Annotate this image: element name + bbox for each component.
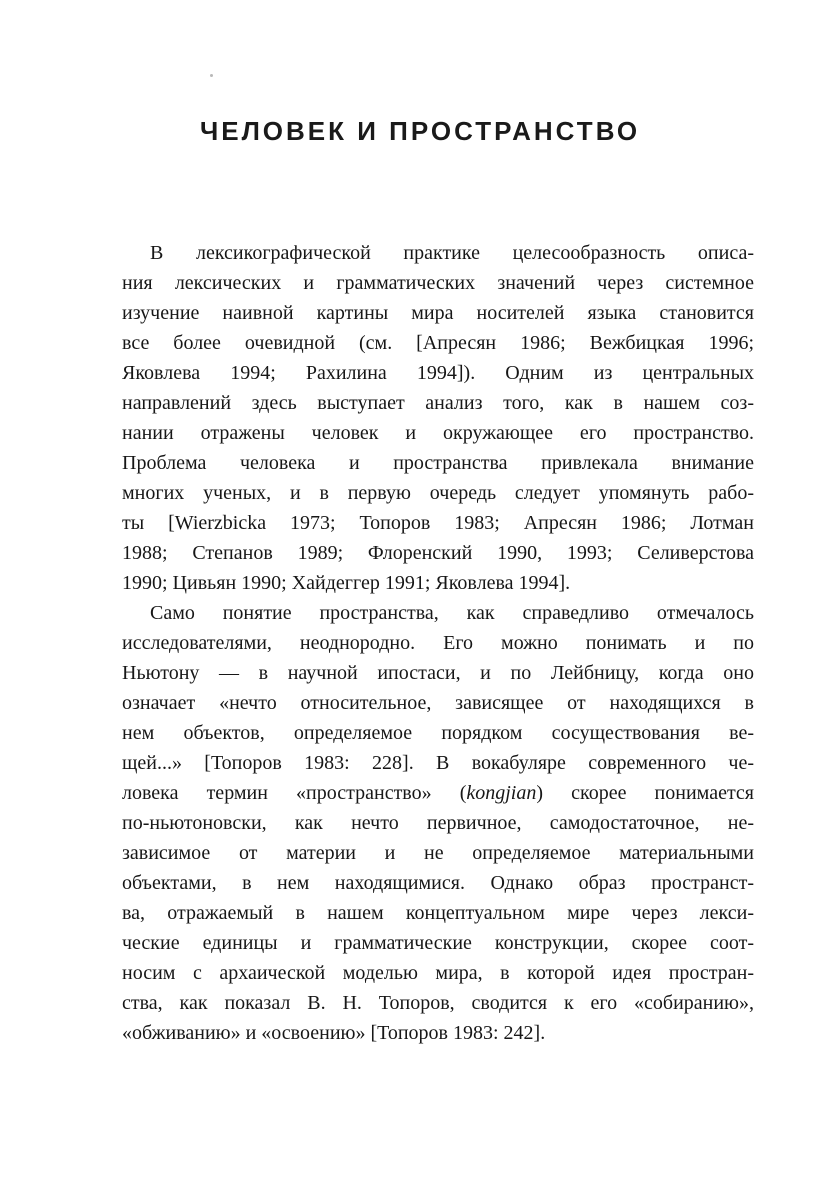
text-line: носим с архаической моделью мира, в которой идея простран-	[122, 962, 754, 984]
text-line: нем объектов, определяемое порядком сосуществования ве-	[122, 722, 754, 744]
text-line: объектами, в нем находящимися. Однако образ пространст-	[122, 872, 754, 894]
text-line: зависимое от материи и не определяемое материальными	[122, 842, 754, 864]
text-line: Яковлева 1994; Рахилина 1994]). Одним из центральных	[122, 362, 754, 384]
text-line: ческие единицы и грамматические конструкции, скорее соот-	[122, 932, 754, 954]
paragraph	[122, 238, 754, 598]
text-line: В лексикографической практике целесообразность описа-	[150, 242, 754, 264]
text-line: 1990; Цивьян 1990; Хайдеггер 1991; Яковлева 1994].	[122, 572, 571, 594]
page-title: ЧЕЛОВЕК И ПРОСТРАНСТВО	[199, 116, 641, 146]
text-line: ва, отражаемый в нашем концептуальном мире через лекси-	[122, 902, 754, 924]
text-line: Проблема человека и пространства привлекала внимание	[122, 452, 754, 474]
text-line: по-ньютоновски, как нечто первичное, самодостаточное, не-	[122, 812, 754, 834]
text-line: ства, как показал В. Н. Топоров, сводится к его «собиранию»,	[122, 992, 754, 1014]
text-line: исследователями, неоднородно. Его можно понимать и по	[122, 632, 754, 654]
text-line: ловека термин «пространство» (kongjian) скорее понимается	[122, 782, 754, 804]
text-line: направлений здесь выступает анализ того, как в нашем соз-	[122, 392, 754, 414]
text-line: 1988; Степанов 1989; Флоренский 1990, 1993; Селиверстова	[122, 542, 754, 564]
text-line: Само понятие пространства, как справедливо отмечалось	[150, 602, 754, 624]
text-line: ния лексических и грамматических значений через системное	[122, 272, 754, 294]
paragraph	[122, 598, 754, 1048]
text-line: Ньютону — в научной ипостаси, и по Лейбницу, когда оно	[122, 662, 754, 684]
text-line: «обживанию» и «освоению» [Топоров 1983: 242].	[122, 1022, 546, 1044]
text-line: щей...» [Топоров 1983: 228]. В вокабуляре современного че-	[122, 752, 754, 774]
scan-artifact-dot	[210, 74, 213, 77]
page-body	[122, 238, 754, 1048]
text-line: все более очевидной (см. [Апресян 1986; Вежбицкая 1996;	[122, 332, 754, 354]
text-line: означает «нечто относительное, зависящее от находящихся в	[122, 692, 754, 714]
text-line: изучение наивной картины мира носителей языка становится	[122, 302, 754, 324]
text-line: многих ученых, и в первую очередь следует упомянуть рабо-	[122, 482, 754, 504]
text-line: нании отражены человек и окружающее его пространство.	[122, 422, 754, 444]
text-line: ты [Wierzbicka 1973; Топоров 1983; Апресян 1986; Лотман	[122, 512, 754, 534]
